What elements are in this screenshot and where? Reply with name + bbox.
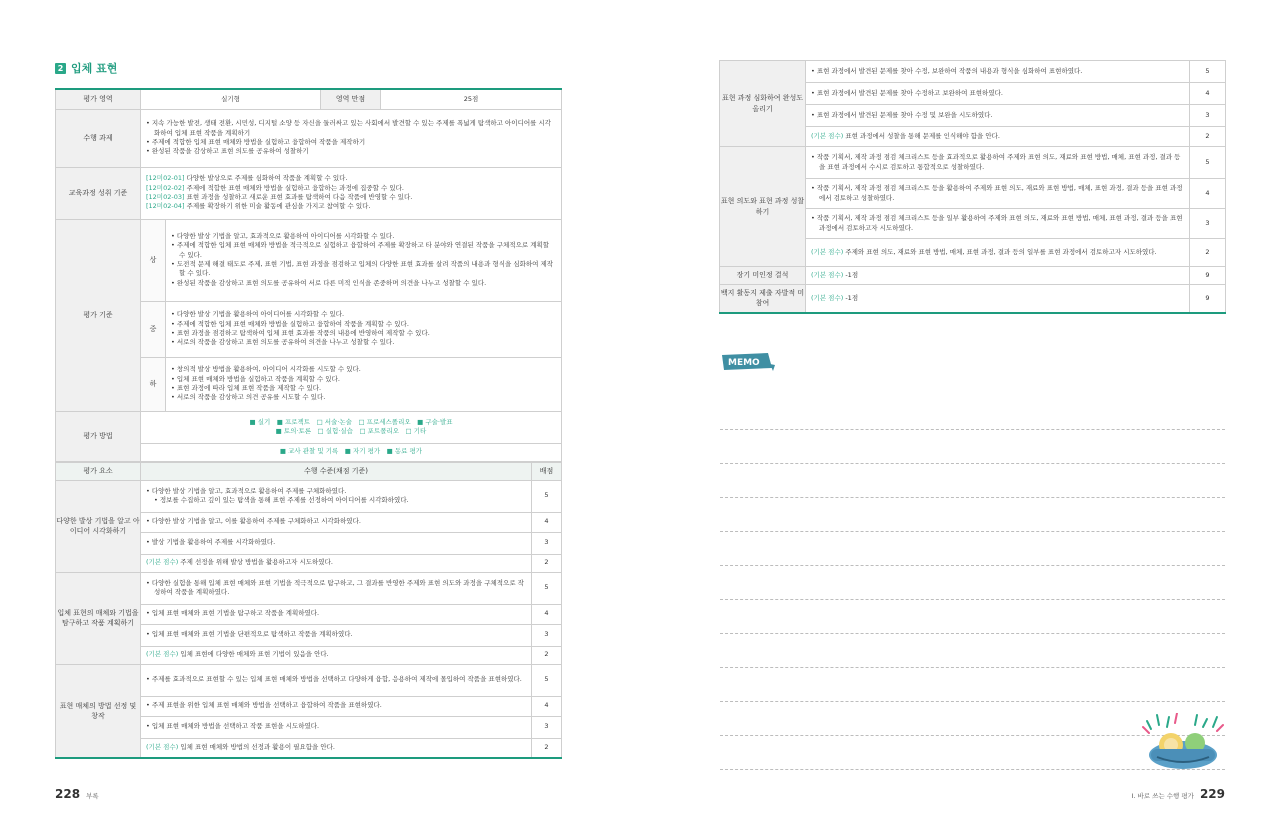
level-score: 5 bbox=[1190, 61, 1226, 83]
level-score: 3 bbox=[532, 532, 562, 554]
standard-item bbox=[146, 174, 556, 183]
criteria-line: • 도전적 문제 해결 태도로 주제, 표현 기법, 표현 과정을 점검하고 입체의 다양한 표현 효과를 살려 작품의 내용과 형식을 심화하여 제작할 수 있다. bbox=[171, 260, 554, 278]
standard-code: [12미02-03] bbox=[146, 193, 185, 201]
criteria-line: • 주제에 적합한 입체 표현 매체와 방법을 적극적으로 실험하고 융합하여 주제를 확장하고 타 분야와 연결된 작품을 구체적으로 계획할 수 있다. bbox=[171, 241, 550, 259]
level-text: • 표현 과정에서 발견된 문제를 찾아 수정 및 보완을 시도하였다. bbox=[811, 110, 993, 119]
scoring-table-right bbox=[719, 60, 1226, 314]
level-score: 3 bbox=[1190, 209, 1226, 239]
memo-line bbox=[720, 634, 1225, 668]
task-label: 수행 과제 bbox=[56, 109, 141, 167]
level-description bbox=[141, 604, 532, 624]
left-footer bbox=[55, 787, 99, 801]
level-text: • 표현 과정에서 발견된 문제를 찾아 수정하고 보완하여 표현하였다. bbox=[811, 88, 1003, 97]
memo-line bbox=[720, 396, 1225, 430]
base-score-tag: (기본 점수) bbox=[811, 270, 844, 279]
level-text: • 입체 표현 매체와 방법을 선택하고 작품 표현을 시도하였다. bbox=[146, 722, 320, 731]
blank-sheet-label: 백지 활동지 제출 자발적 미참여 bbox=[720, 285, 806, 313]
memo-line bbox=[720, 566, 1225, 600]
standard-code: [12미02-02] bbox=[146, 183, 185, 192]
level-description bbox=[806, 105, 1190, 127]
level-description bbox=[141, 480, 532, 512]
full-score-label: 영역 만점 bbox=[321, 89, 381, 109]
criteria-line: • 다양한 발상 기법을 활용하여 아이디어를 시각화할 수 있다. bbox=[171, 310, 345, 319]
task-line: • 지속 가능한 발전, 생태 전환, 시민성, 디지털 소양 등 자신을 둘러싸고 있는 사회에서 발견할 수 있는 주제를 폭넓게 탐색하고 아이디어를 시각화하여 입체 표현 작품을 계획하기 bbox=[146, 119, 552, 137]
page-section: 부록 bbox=[86, 792, 99, 800]
base-score-tag: (기본 점수) bbox=[811, 247, 844, 256]
grade-mid: 중 bbox=[141, 301, 166, 357]
level-text: 입체 표현 매체와 방법의 선정과 활용이 필요함을 안다. bbox=[178, 743, 335, 752]
base-score-tag: (기본 점수) bbox=[811, 293, 844, 302]
element-name: 표현 과정 심화하여 완성도 올리기 bbox=[720, 61, 806, 147]
base-score-tag: (기본 점수) bbox=[811, 131, 844, 140]
base-score-tag: (기본 점수) bbox=[146, 558, 179, 567]
level-score: 2 bbox=[532, 646, 562, 664]
level-score: 4 bbox=[1190, 179, 1226, 209]
scoring-table bbox=[55, 462, 562, 760]
standard-item bbox=[146, 184, 556, 193]
blank-sheet-deduction: -1점 bbox=[843, 293, 859, 302]
level-text: 표현 과정에서 성찰을 통해 문제를 인식해야 함을 안다. bbox=[843, 131, 1000, 140]
standard-code: [12미02-04] bbox=[146, 202, 185, 211]
memo-line bbox=[720, 498, 1225, 532]
score-row bbox=[56, 664, 562, 696]
level-description bbox=[141, 532, 532, 554]
criteria-line: • 서로의 작품을 감상하고 표현 의도를 공유하여 의견을 나누고 성찰할 수 있다. bbox=[171, 338, 395, 347]
absence-text bbox=[806, 267, 1190, 285]
full-score-value: 25점 bbox=[381, 89, 562, 109]
level-description bbox=[806, 83, 1190, 105]
section-heading bbox=[55, 60, 117, 76]
absence-label: 장기 미인정 결석 bbox=[720, 267, 806, 285]
info-table bbox=[55, 88, 562, 462]
section-title: 입체 표현 bbox=[71, 62, 118, 75]
level-text: • 주제를 효과적으로 표현할 수 있는 입체 표현 매체와 방법을 선택하고 다양하게 융합, 응용하여 제작에 몰입하여 작품을 표현하였다. bbox=[146, 675, 522, 684]
criteria-label: 평가 기준 bbox=[56, 219, 141, 411]
score-row bbox=[720, 147, 1226, 179]
level-text: 입체 표현에 다양한 매체와 표현 기법이 있음을 안다. bbox=[178, 650, 329, 659]
scoring-groups bbox=[56, 480, 562, 758]
level-header: 수행 수준(채점 기준) bbox=[141, 462, 532, 480]
level-text: 주제와 표현 의도, 재료와 표현 방법, 매체, 표현 과정, 결과 등의 일부를 표현 과정에서 검토하고자 시도하였다. bbox=[843, 247, 1157, 256]
standard-code: [12미02-01] bbox=[146, 174, 185, 183]
score-row bbox=[720, 61, 1226, 83]
scoring-table-continued bbox=[719, 60, 1225, 314]
memo-line bbox=[720, 532, 1225, 566]
level-text: • 작품 기획서, 제작 과정 점검 체크리스트 등을 일부 활용하여 주제와 표현 의도, 재료와 표현 방법, 매체, 표현 과정, 결과 등을 표현 과정에서 검토하고자 시도하였다. bbox=[811, 214, 1183, 232]
level-score: 3 bbox=[532, 716, 562, 738]
memo-line bbox=[720, 668, 1225, 702]
level-text: • 다양한 실험을 통해 입체 표현 매체와 표현 기법을 적극적으로 탐구하고, 그 결과를 반영한 주제와 표현 의도와 과정을 구체적으로 작성하여 작품을 계획하였다. bbox=[146, 578, 524, 596]
criteria-line: • 다양한 발상 기법을 알고, 효과적으로 활용하여 아이디어를 시각화할 수 있다. bbox=[171, 231, 395, 240]
level-score: 4 bbox=[532, 696, 562, 716]
memo-line bbox=[720, 464, 1225, 498]
level-description bbox=[806, 127, 1190, 147]
area-value: 실기형 bbox=[141, 89, 321, 109]
level-text: • 발상 기법을 활용하여 주제를 시각화하였다. bbox=[146, 538, 276, 547]
criteria-line: • 창의적 발상 방법을 활용하여, 아이디어 시각화를 시도할 수 있다. bbox=[171, 365, 361, 374]
blank-sheet-text bbox=[806, 285, 1190, 313]
area-label: 평가 영역 bbox=[56, 89, 141, 109]
level-description bbox=[141, 646, 532, 664]
element-name: 다양한 발상 기법을 알고 아이디어 시각화하기 bbox=[56, 480, 141, 572]
level-score: 2 bbox=[1190, 127, 1226, 147]
absence-deduction: -1점 bbox=[843, 270, 859, 279]
score-row bbox=[56, 480, 562, 512]
method-label: 평가 방법 bbox=[56, 411, 141, 461]
memo-label: MEMO bbox=[728, 358, 760, 368]
criteria-line: • 입체 표현 매체와 방법을 실험하고 작품을 계획할 수 있다. bbox=[171, 374, 340, 383]
right-footer bbox=[1131, 787, 1225, 801]
level-description bbox=[806, 147, 1190, 179]
criteria-line: • 완성된 작품을 감상하고 표현 의도를 공유하여 서로 다른 미적 인식을 존중하며 의견을 나누고 성찰할 수 있다. bbox=[171, 278, 487, 287]
level-score: 3 bbox=[1190, 105, 1226, 127]
element-name: 표현 의도와 표현 과정 성찰하기 bbox=[720, 147, 806, 267]
method-observation: ■ 교사 관찰 및 기록 ■ 자기 평가 ■ 동료 평가 bbox=[141, 443, 562, 461]
criteria-line: • 표현 과정에 따라 입체 표현 작품을 제작할 수 있다. bbox=[171, 384, 322, 392]
level-text: • 작품 기획서, 제작 과정 점검 체크리스트 등을 효과적으로 활용하여 주제와 표현 의도, 재료와 표현 방법, 매체, 표현 과정, 결과 등을 표현 과정에서 수시로 검토하고 통합적으로 성찰하였다. bbox=[811, 153, 1181, 171]
standards-content bbox=[141, 167, 562, 219]
level-description bbox=[806, 61, 1190, 83]
level-score: 5 bbox=[1190, 147, 1226, 179]
level-description bbox=[141, 572, 532, 604]
criteria-mid bbox=[166, 301, 562, 357]
level-score: 2 bbox=[532, 554, 562, 572]
level-text: • 주제 표현을 위한 입체 표현 매체와 방법을 선택하고 융합하여 작품을 표현하였다. bbox=[146, 701, 382, 710]
level-description bbox=[806, 179, 1190, 209]
blank-sheet-score: 9 bbox=[1190, 285, 1226, 313]
level-score: 2 bbox=[532, 738, 562, 758]
evaluation-table bbox=[55, 88, 561, 759]
level-text: • 다양한 발상 기법을 알고, 이를 활용하여 주제를 구체화하고 시각화하였다. bbox=[146, 517, 361, 526]
standards-label: 교육과정 성취 기준 bbox=[56, 167, 141, 219]
task-line: • 완성된 작품을 감상하고 표현 의도를 공유하여 성찰하기 bbox=[146, 147, 309, 156]
standard-item bbox=[146, 202, 556, 211]
level-score: 5 bbox=[532, 480, 562, 512]
element-name: 입체 표현의 매체와 기법을 탐구하고 작품 계획하기 bbox=[56, 572, 141, 664]
criteria-line: • 서로의 작품을 감상하고 의견 공유를 시도할 수 있다. bbox=[171, 393, 326, 402]
grade-low: 하 bbox=[141, 357, 166, 411]
memo-badge bbox=[720, 352, 776, 372]
level-text: • 표현 과정에서 발견된 문제를 찾아 수정, 보완하여 작품의 내용과 형식을 심화하여 표현하였다. bbox=[811, 66, 1083, 75]
level-description bbox=[141, 696, 532, 716]
score-row bbox=[56, 572, 562, 604]
method-row: ■ 토의·토론 □ 실험·실습 □ 포트폴리오 □ 기타 bbox=[275, 427, 427, 435]
score-header: 배점 bbox=[532, 462, 562, 480]
level-score: 4 bbox=[1190, 83, 1226, 105]
level-text: • 입체 표현 매체와 표현 기법을 탐구하고 작품을 계획하였다. bbox=[146, 609, 320, 618]
page-number: 228 bbox=[55, 787, 81, 801]
standard-item bbox=[146, 193, 556, 202]
level-description bbox=[806, 239, 1190, 267]
level-description bbox=[141, 512, 532, 532]
absence-score: 9 bbox=[1190, 267, 1226, 285]
criteria-high bbox=[166, 219, 562, 301]
level-score: 5 bbox=[532, 664, 562, 696]
standard-text: 다양한 발상으로 주제를 심화하여 작품을 계획할 수 있다. bbox=[184, 174, 348, 183]
level-text: • 다양한 발상 기법을 알고, 효과적으로 활용하여 주제를 구체화하였다. • 정보를 수집하고 깊이 있는 탐색을 통해 표현 주제를 선정하여 아이디어를 시각화하였다. bbox=[146, 486, 409, 504]
standard-text: 주제를 확장하기 위한 미술 활동에 관심을 가지고 참여할 수 있다. bbox=[184, 202, 371, 211]
level-score: 4 bbox=[532, 512, 562, 532]
page-number: 229 bbox=[1199, 787, 1225, 801]
method-row: ■ 실기 ■ 프로젝트 □ 서술·논술 □ 프로세스폴리오 ■ 구술·발표 bbox=[249, 417, 453, 426]
level-description bbox=[806, 209, 1190, 239]
level-description bbox=[141, 554, 532, 572]
element-name: 표현 매체의 방법 선정 및 창작 bbox=[56, 664, 141, 758]
task-content bbox=[141, 109, 562, 167]
artist-illustration bbox=[1137, 713, 1229, 771]
level-score: 2 bbox=[1190, 239, 1226, 267]
level-score: 3 bbox=[532, 624, 562, 646]
base-score-tag: (기본 점수) bbox=[146, 743, 179, 752]
level-score: 4 bbox=[532, 604, 562, 624]
task-line: • 주제에 적합한 입체 표현 매체와 방법을 실험하고 융합하여 작품을 제작하기 bbox=[146, 138, 366, 146]
memo-line bbox=[720, 430, 1225, 464]
standard-text: 표현 과정을 성찰하고 새로운 표현 효과를 탐색하여 다음 작품에 반영할 수 있다. bbox=[184, 193, 413, 201]
level-description bbox=[141, 716, 532, 738]
method-options bbox=[141, 411, 562, 443]
standard-text: 주제에 적합한 표현 매체와 방법을 실험하고 융합하는 과정에 집중할 수 있다. bbox=[184, 183, 404, 192]
memo-line bbox=[720, 600, 1225, 634]
level-text: • 입체 표현 매체와 표현 기법을 단편적으로 탐색하고 작품을 계획하였다. bbox=[146, 630, 353, 639]
criteria-line: • 표현 과정을 점검하고 탐색하여 입체 표현 효과를 작품의 내용에 반영하여 제작할 수 있다. bbox=[171, 329, 430, 337]
grade-high: 상 bbox=[141, 219, 166, 301]
element-header: 평가 요소 bbox=[56, 462, 141, 480]
level-description bbox=[141, 738, 532, 758]
level-description bbox=[141, 624, 532, 646]
scoring-groups-right bbox=[720, 61, 1226, 267]
base-score-tag: (기본 점수) bbox=[146, 650, 179, 659]
level-score: 5 bbox=[532, 572, 562, 604]
section-number: 2 bbox=[55, 63, 66, 74]
criteria-low bbox=[166, 357, 562, 411]
page-section: I. 바로 쓰는 수행 평가 bbox=[1131, 792, 1194, 800]
level-text: 주제 선정을 위해 발상 방법을 활용하고자 시도하였다. bbox=[178, 558, 333, 567]
right-page bbox=[640, 0, 1280, 838]
level-description bbox=[141, 664, 532, 696]
criteria-line: • 주제에 적합한 입체 표현 매체와 방법을 실험하고 융합하여 작품을 계획할 수 있다. bbox=[171, 319, 409, 328]
level-text: • 작품 기획서, 제작 과정 점검 체크리스트 등을 활용하여 주제와 표현 의도, 재료와 표현 방법, 매체, 표현 과정, 결과 등을 표현 과정에서 검토하고 성찰하였다. bbox=[811, 184, 1183, 202]
